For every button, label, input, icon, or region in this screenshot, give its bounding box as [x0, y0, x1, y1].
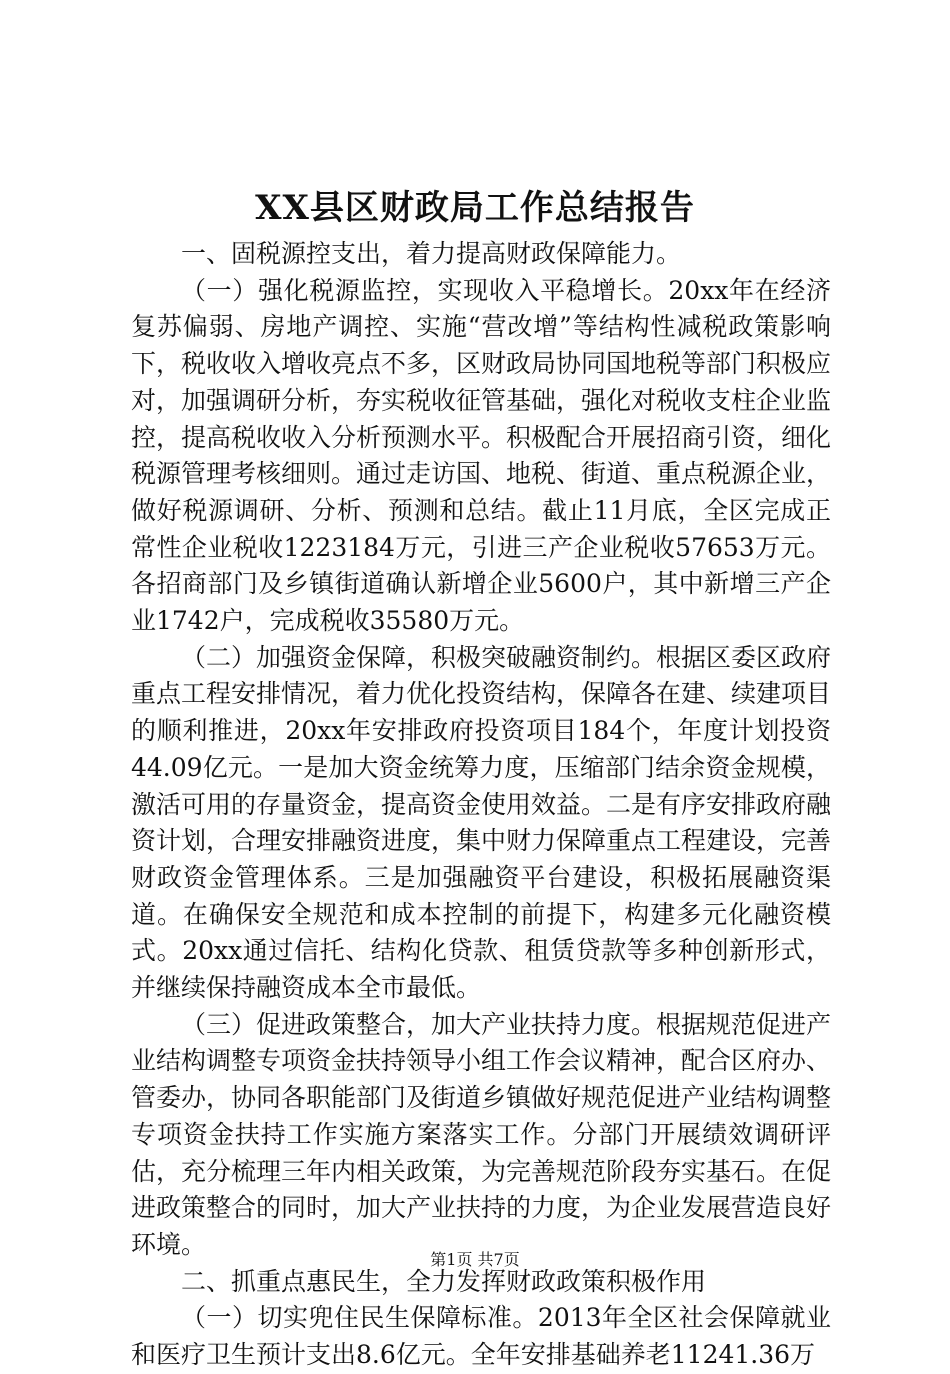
paragraph-1-1: （一）强化税源监控，实现收入平稳增长。20xx年在经济复苏偏弱、房地产调控、实施“营改增”等结构性减税政策影响下，税收收入增收亮点不多，区财政局协同国地税等部门积极应对，加强调研分析，夯实税收征管基础，强化对税收支柱企业监控，提高税收收入分析预测水平。积极配合开展招商引资，细化税源管理考核细则。通过走访国、地税、街道、重点税源企业，做好税源调研、分析、预测和总结。截止11月底，全区完成正常性企业税收1223184万元，引进三产企业税收57653万元。各招商部门及乡镇街道确认新增企业5600户，其中新增三产企业1742户，完成税收35580万元。	[131, 275, 832, 636]
paragraph-1-3: （三）促进政策整合，加大产业扶持力度。根据规范促进产业结构调整专项资金扶持领导小组工作会议精神，配合区府办、管委办，协同各职能部门及街道乡镇做好规范促进产业结构调整专项资金扶持工作实施方案落实工作。分部门开展绩效调研评估，充分梳理三年内相关政策，为完善规范阶段夯实基石。在促进政策整合的同时，加大产业扶持的力度，为企业发展营造良好环境。	[131, 1009, 832, 1259]
paragraph-2-1: （一）切实兜住民生保障标准。2013年全区社会保障就业和医疗卫生预计支出8.6亿元。全年安排基础养老11241.36万	[131, 1303, 831, 1370]
section-heading-2: 二、抓重点惠民生，全力发挥财政政策积极作用	[181, 1266, 707, 1296]
document-body	[131, 236, 831, 1374]
section-heading-1: 一、固税源控支出，着力提高财政保障能力。	[181, 239, 682, 268]
page-footer: 第1页 共7页	[430, 1250, 520, 1269]
paragraph-1-2: （二）加强资金保障，积极突破融资制约。根据区委区政府重点工程安排情况，着力优化投资结构，保障各在建、续建项目的顺利推进，20xx年安排政府投资项目184个，年度计划投资44.09亿元。一是加大资金统筹力度，压缩部门结余资金规模，激活可用的存量资金，提高资金使用效益。二是有序安排政府融资计划，合理安排融资进度，集中财力保障重点工程建设，完善财政资金管理体系。三是加强融资平台建设，积极拓展融资渠道。在确保安全规范和成本控制的前提下，构建多元化融资模式。20xx通过信托、结构化贷款、租赁贷款等多种创新形式，并继续保持融资成本全市最低。	[131, 642, 832, 1003]
document-title: XX县区财政局工作总结报告	[255, 188, 695, 228]
